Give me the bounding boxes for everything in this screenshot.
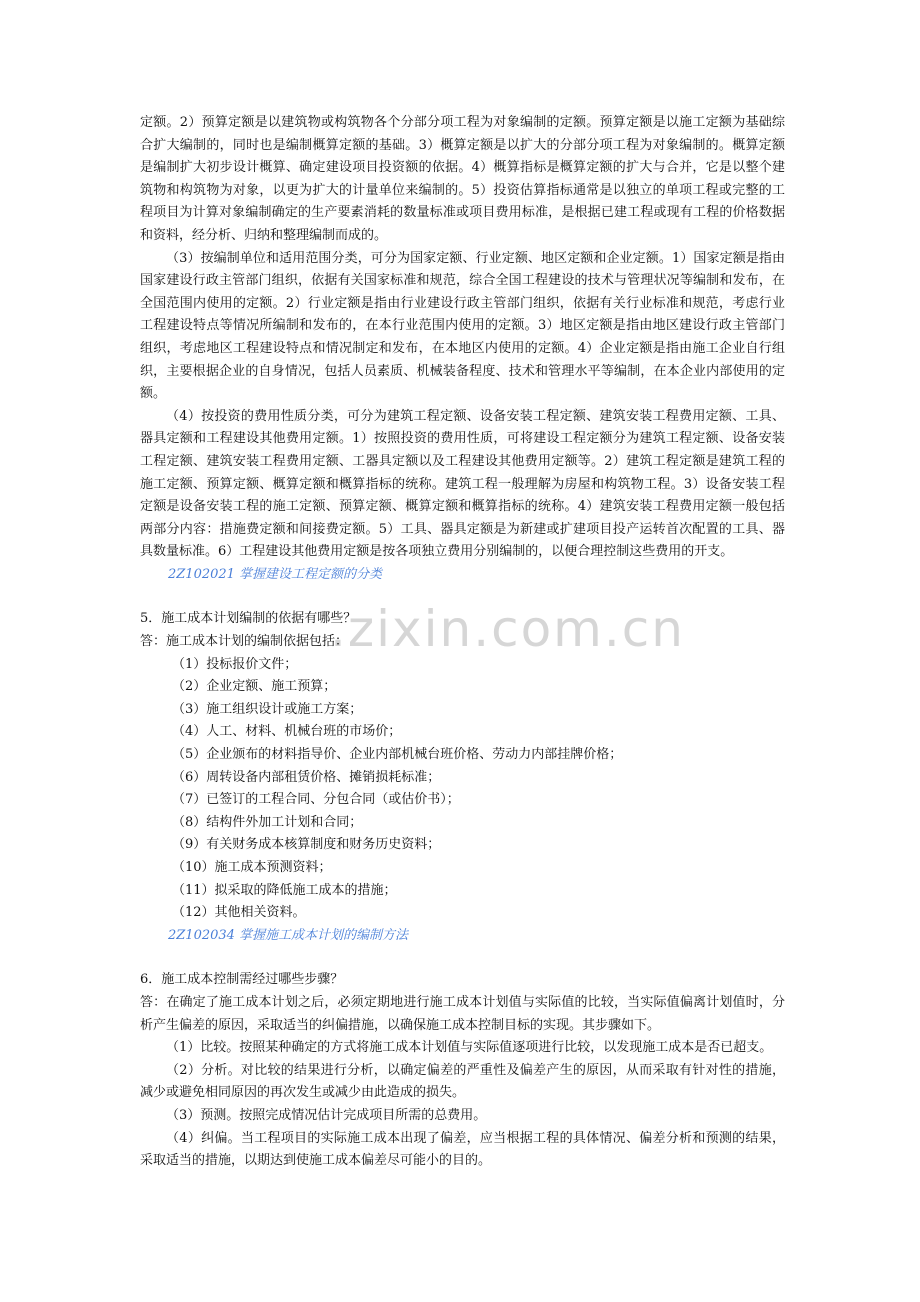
question-6: 6．施工成本控制需经过哪些步骤？ <box>140 972 344 988</box>
reference-link-2z102021[interactable]: 2Z102021 掌握建设工程定额的分类 <box>168 566 383 582</box>
list-item: （4）人工、材料、机械台班的市场价； <box>172 724 402 740</box>
watermark: .zixin.com.cn <box>330 600 685 658</box>
paragraph-quota-by-unit: （3）按编制单位和适用范围分类，可分为国家定额、行业定额、地区定额和企业定额。1）国家定额是指由国家建设行政主管部门组织，依据有关国家标准和规范，综合全国工程建设的技术与管理状况等编制和发布，在全国范围内使用的定额。2）行业定额是指由行业建设行政主管部门组织，依据有关行业标准和规范，考虑行业工程建设特点等情况所编制和发布的，在本行业范围内使用的定额。3）地区定额是指由地区建设行政主管部门组织，考虑地区工程建设特点和情况制定和发布，在本地区内使用的定额。4）企业定额是指由施工企业自行组织，主要根据企业的自身情况，包括人员素质、机械装备程度、技术和管理水平等编制，在本企业内部使用的定额。 <box>140 250 785 402</box>
list-item: （2）企业定额、施工预算； <box>172 679 337 695</box>
document-body <box>140 112 785 1173</box>
list-item: （5）企业颁布的材料指导价、企业内部机械台班价格、劳动力内部挂牌价格； <box>172 747 623 763</box>
list-item: （9）有关财务成本核算制度和财务历史资料； <box>172 837 441 853</box>
list-item: （6）周转设备内部租赁价格、摊销损耗标准； <box>172 769 441 785</box>
list-item: （8）结构件外加工计划和合同； <box>172 814 363 830</box>
step-compare: （1）比较。按照某种确定的方式将施工成本计划值与实际值逐项进行比较，以发现施工成本是否已超支。 <box>166 1040 773 1056</box>
paragraph-quota-by-cost: （4）按投资的费用性质分类，可分为建筑工程定额、设备安装工程定额、建筑安装工程费用定额、工具、器具定额和工程建设其他费用定额。1）按照投资的费用性质，可将建设工程定额分为建筑工程定额、设备安装工程定额、建筑安装工程费用定额、工器具定额以及工程建设其他费用定额等。2）建筑工程定额是建筑工程的施工定额、预算定额、概算定额和概算指标的统称。建筑工程一般理解为房屋和构筑物工程。3）设备安装工程定额是设备安装工程的施工定额、预算定额、概算定额和概算指标的统称。4）建筑安装工程费用定额一般包括两部分内容：措施费定额和间接费定额。5）工具、器具定额是为新建或扩建项目投产运转首次配置的工具、器具数量标准。6）工程建设其他费用定额是按各项独立费用分别编制的，以便合理控制这些费用的开支。 <box>140 408 785 560</box>
step-analyze: （2）分析。对比较的结果进行分析，以确定偏差的严重性及偏差产生的原因，从而采取有针对性的措施，减少或避免相同原因的再次发生或减少由此造成的损失。 <box>140 1062 785 1101</box>
question-5: 5．施工成本计划编制的依据有哪些？ <box>140 611 357 627</box>
reference-link-2z102034[interactable]: 2Z102034 掌握施工成本计划的编制方法 <box>168 927 409 943</box>
paragraph-quota-types-continued: 定额。2）预算定额是以建筑物或构筑物各个分部分项工程为对象编制的定额。预算定额是以施工定额为基础综合扩大编制的，同时也是编制概算定额的基础。3）概算定额是以扩大的分部分项工程为对象编制的。概算定额是编制扩大初步设计概算、确定建设项目投资额的依据。4）概算指标是概算定额的扩大与合并，它是以整个建筑物和构筑物为对象，以更为扩大的计量单位来编制的。5）投资估算指标通常是以独立的单项工程或完整的工程项目为计算对象编制确定的生产要素消耗的数量标准或项目费用标准，是根据已建工程或现有工程的价格数据和资料，经分析、归纳和整理编制而成的。 <box>140 115 785 243</box>
list-item: （7）已签订的工程合同、分包合同（或估价书）； <box>172 792 460 808</box>
list-item: （10）施工成本预测资料； <box>172 860 332 875</box>
list-item: （12）其他相关资料。 <box>172 905 306 921</box>
answer-5-intro: 答：施工成本计划的编制依据包括： <box>140 634 349 650</box>
answer-6-intro: 答：在确定了施工成本计划之后，必须定期地进行施工成本计划值与实际值的比较，当实际值偏离计划值时，分析产生偏差的原因，采取适当的纠偏措施，以确保施工成本控制目标的实现。其步骤如下。 <box>140 994 785 1033</box>
list-item: （11）拟采取的降低施工成本的措施； <box>172 882 397 898</box>
step-correct: （4）纠偏。当工程项目的实际施工成本出现了偏差，应当根据工程的具体情况、偏差分析和预测的结果，采取适当的措施，以期达到使施工成本偏差尽可能小的目的。 <box>140 1130 785 1169</box>
step-predict: （3）预测。按照完成情况估计完成项目所需的总费用。 <box>166 1107 487 1123</box>
list-item: （3）施工组织设计或施工方案； <box>172 701 363 717</box>
list-item: （1）投标报价文件； <box>172 656 298 672</box>
